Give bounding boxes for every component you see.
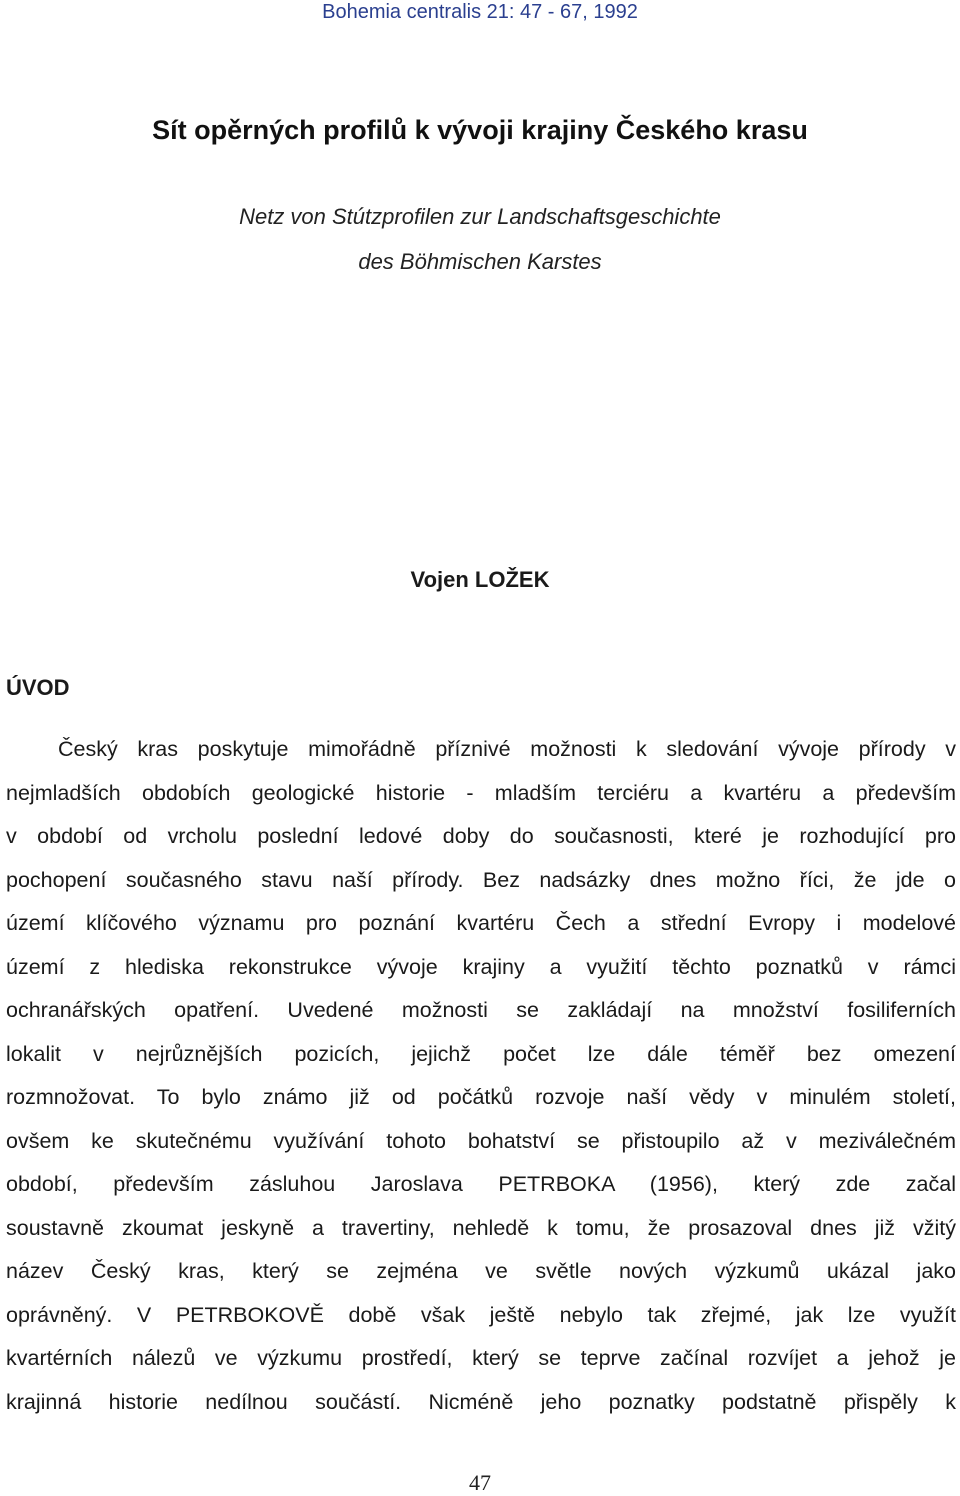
paragraph-line: kvartérních nálezů ve výzkumu prostředí, který se teprve začínal rozvíjet a jehož je bbox=[6, 1346, 956, 1370]
page-number: 47 bbox=[469, 1470, 491, 1495]
paragraph-line: krajinná historie nedílnou součástí. Nicméně jeho poznatky podstatně přispěly k bbox=[6, 1389, 956, 1414]
body-paragraph bbox=[6, 728, 956, 1424]
section-heading: ÚVOD bbox=[6, 675, 70, 700]
paragraph-line: oprávněný. V PETRBOKOVĚ době však ještě nebylo tak zřejmé, jak lze využít bbox=[6, 1302, 956, 1327]
journal-citation-header: Bohemia centralis 21: 47 - 67, 1992 bbox=[322, 1, 638, 23]
paragraph-line: lokalit v nejrůznějších pozicích, jejichž počet lze dále téměř bez omezení bbox=[6, 1041, 956, 1066]
article-subtitle-line-1: Netz von Stútzprofilen zur Landschaftsgeschichte bbox=[239, 204, 721, 229]
author-name: Vojen LOŽEK bbox=[410, 567, 550, 592]
article-subtitle-line-2: des Böhmischen Karstes bbox=[358, 249, 602, 274]
paragraph-line: rozmnožovat. To bylo známo již od počátků rozvoje naší vědy v minulém století, bbox=[6, 1085, 956, 1109]
paragraph-line: území z hlediska rekonstrukce vývoje krajiny a využití těchto poznatků v rámci bbox=[6, 954, 956, 979]
paragraph-line: ovšem ke skutečnému využívání tohoto bohatství se přistoupilo až v meziválečném bbox=[6, 1128, 956, 1153]
article-title: Sít opěrných profilů k vývoji krajiny Českého krasu bbox=[152, 115, 808, 145]
paragraph-line: nejmladších obdobích geologické historie - mladším terciéru a kvartéru a především bbox=[6, 780, 956, 805]
paragraph-line: v období od vrcholu poslední ledové doby do současnosti, které je rozhodující pro bbox=[6, 824, 956, 848]
paragraph-line: území klíčového významu pro poznání kvartéru Čech a střední Evropy i modelové bbox=[6, 911, 956, 935]
paragraph-line: název Český kras, který se zejména ve světle nových výzkumů ukázal jako bbox=[6, 1259, 956, 1283]
paragraph-line: soustavně zkoumat jeskyně a travertiny, nehledě k tomu, že prosazoval dnes již vžitý bbox=[6, 1215, 956, 1240]
paragraph-line: ochranářských opatření. Uvedené možnosti se zakládají na množství fosiliferních bbox=[6, 998, 956, 1022]
paragraph-line: pochopení současného stavu naší přírody. Bez nadsázky dnes možno říci, že jde o bbox=[6, 867, 956, 892]
paragraph-line: Český kras poskytuje mimořádně příznivé možnosti k sledování vývoje přírody v bbox=[58, 737, 956, 761]
paragraph-line: období, především zásluhou Jaroslava PETRBOKA (1956), který zde začal bbox=[6, 1172, 956, 1196]
